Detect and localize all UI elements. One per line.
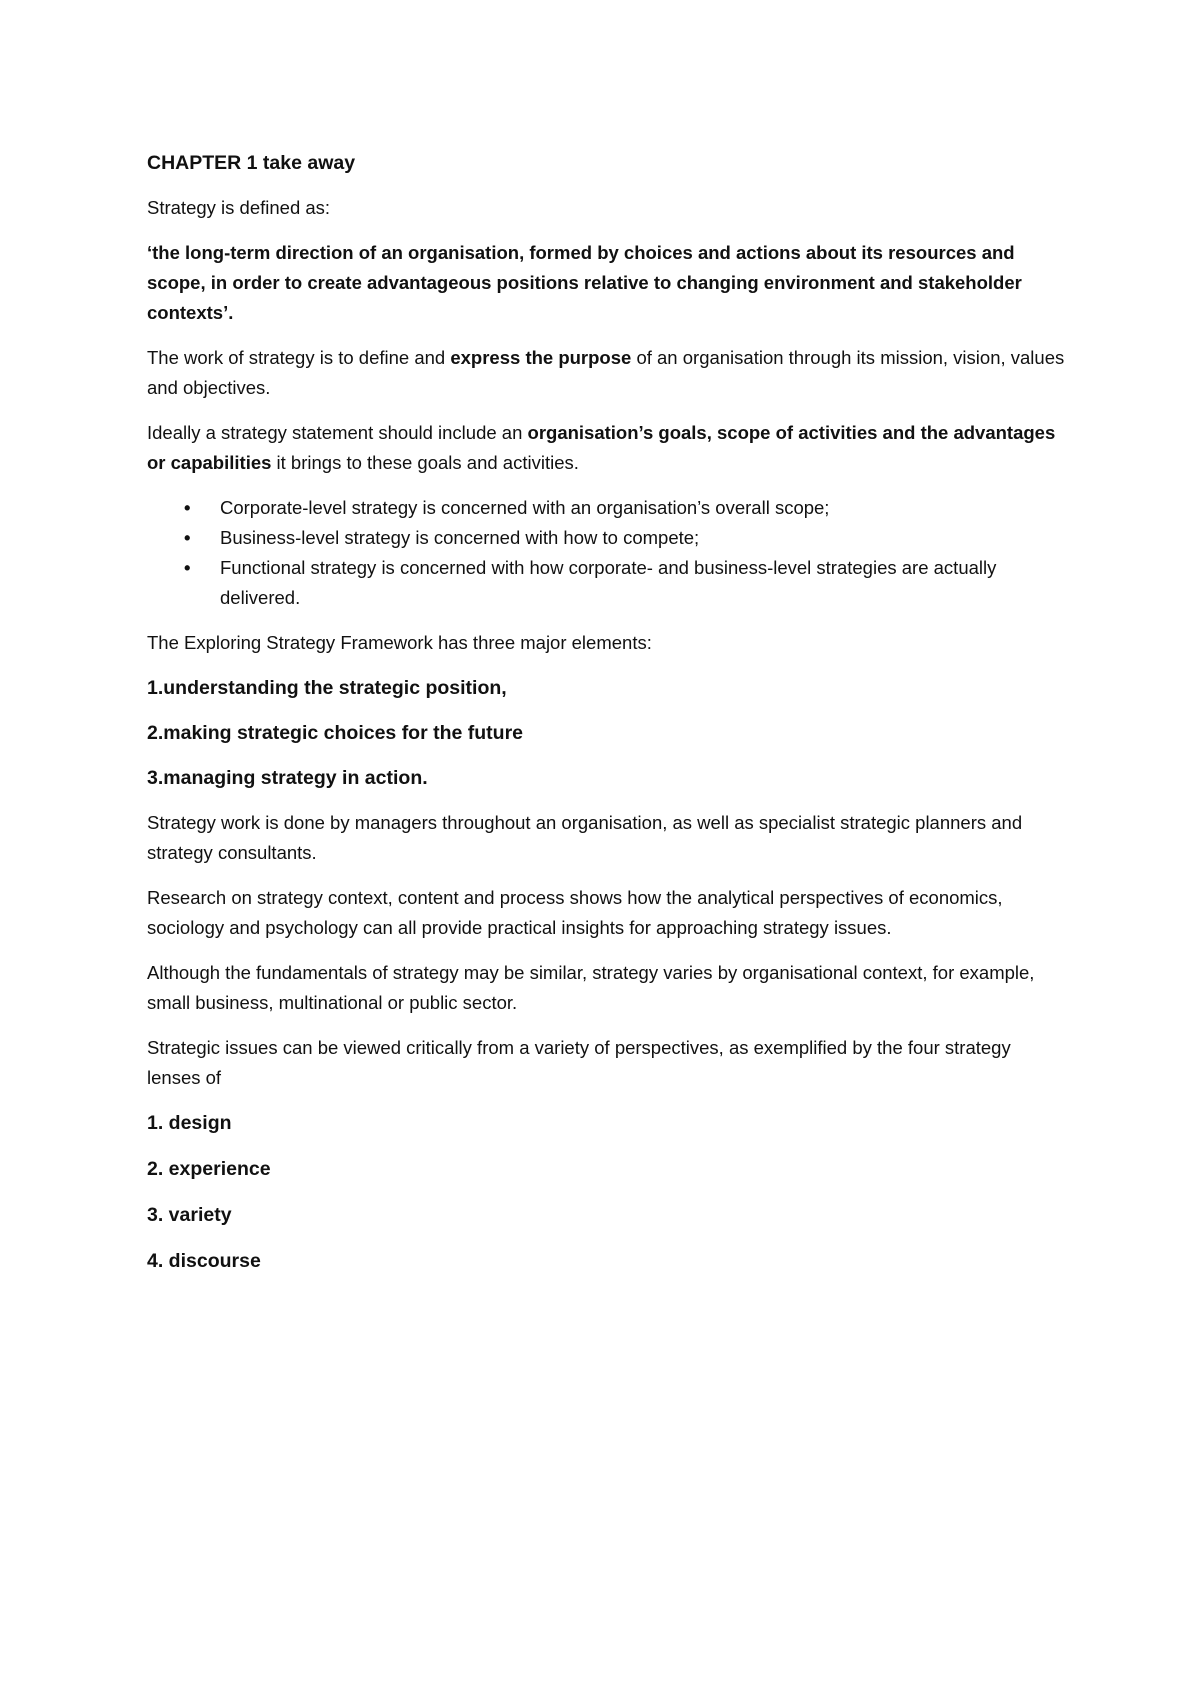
lens-item: 1. design bbox=[147, 1112, 232, 1134]
statement-text-before: Ideally a strategy statement should include an bbox=[147, 422, 528, 443]
statement-text-bold: organisation’s goals, scope of activities and the advantages or capabilities bbox=[147, 422, 1056, 473]
list-item bbox=[147, 553, 1067, 613]
document-title: CHAPTER 1 take away bbox=[147, 152, 356, 174]
list-item bbox=[147, 493, 1067, 523]
research-paragraph: Research on strategy context, content and process shows how the analytical perspectives of economics, sociology and psychology can all provide practical insights for approaching strategy issues. bbox=[147, 887, 1003, 938]
list-item-text: Corporate-level strategy is concerned with an organisation’s overall scope; bbox=[220, 497, 830, 518]
framework-element: 2.making strategic choices for the future bbox=[147, 722, 524, 744]
lens-item: 3. variety bbox=[147, 1204, 232, 1226]
list-item bbox=[147, 523, 1067, 553]
bullet-icon: • bbox=[184, 527, 191, 548]
context-paragraph: Although the fundamentals of strategy may be similar, strategy varies by organisational context, for example, small business, multinational or public sector. bbox=[147, 962, 1035, 1013]
bullet-icon: • bbox=[184, 557, 191, 578]
lenses-paragraph: Strategic issues can be viewed critically from a variety of perspectives, as exemplified by the four strategy lenses of bbox=[147, 1037, 1011, 1088]
purpose-text-before: The work of strategy is to define and bbox=[147, 347, 451, 368]
lens-item: 4. discourse bbox=[147, 1250, 261, 1272]
purpose-paragraph bbox=[147, 343, 1067, 403]
framework-element: 3.managing strategy in action. bbox=[147, 767, 428, 789]
document-body bbox=[147, 148, 1067, 1292]
statement-text-after: it brings to these goals and activities. bbox=[271, 452, 579, 473]
statement-paragraph bbox=[147, 418, 1067, 478]
bullet-icon: • bbox=[184, 497, 191, 518]
list-item-text: Functional strategy is concerned with how corporate- and business-level strategies are actually delivered. bbox=[220, 557, 997, 608]
framework-intro: The Exploring Strategy Framework has three major elements: bbox=[147, 632, 652, 653]
framework-element: 1.understanding the strategic position, bbox=[147, 677, 507, 699]
purpose-text-bold: express the purpose bbox=[450, 347, 632, 368]
list-item-text: Business-level strategy is concerned with how to compete; bbox=[220, 527, 700, 548]
definition-intro: Strategy is defined as: bbox=[147, 197, 331, 218]
strategy-levels-list bbox=[147, 493, 1067, 613]
purpose-text-after: of an organisation through its mission, vision, values and objectives. bbox=[147, 347, 1065, 398]
lens-item: 2. experience bbox=[147, 1158, 271, 1180]
definition-quote: ‘the long-term direction of an organisation, formed by choices and actions about its resources and scope, in order to create advantageous positions relative to changing environment and stakeholder contexts’. bbox=[147, 242, 1022, 323]
managers-paragraph: Strategy work is done by managers throughout an organisation, as well as specialist strategic planners and strategy consultants. bbox=[147, 812, 1023, 863]
